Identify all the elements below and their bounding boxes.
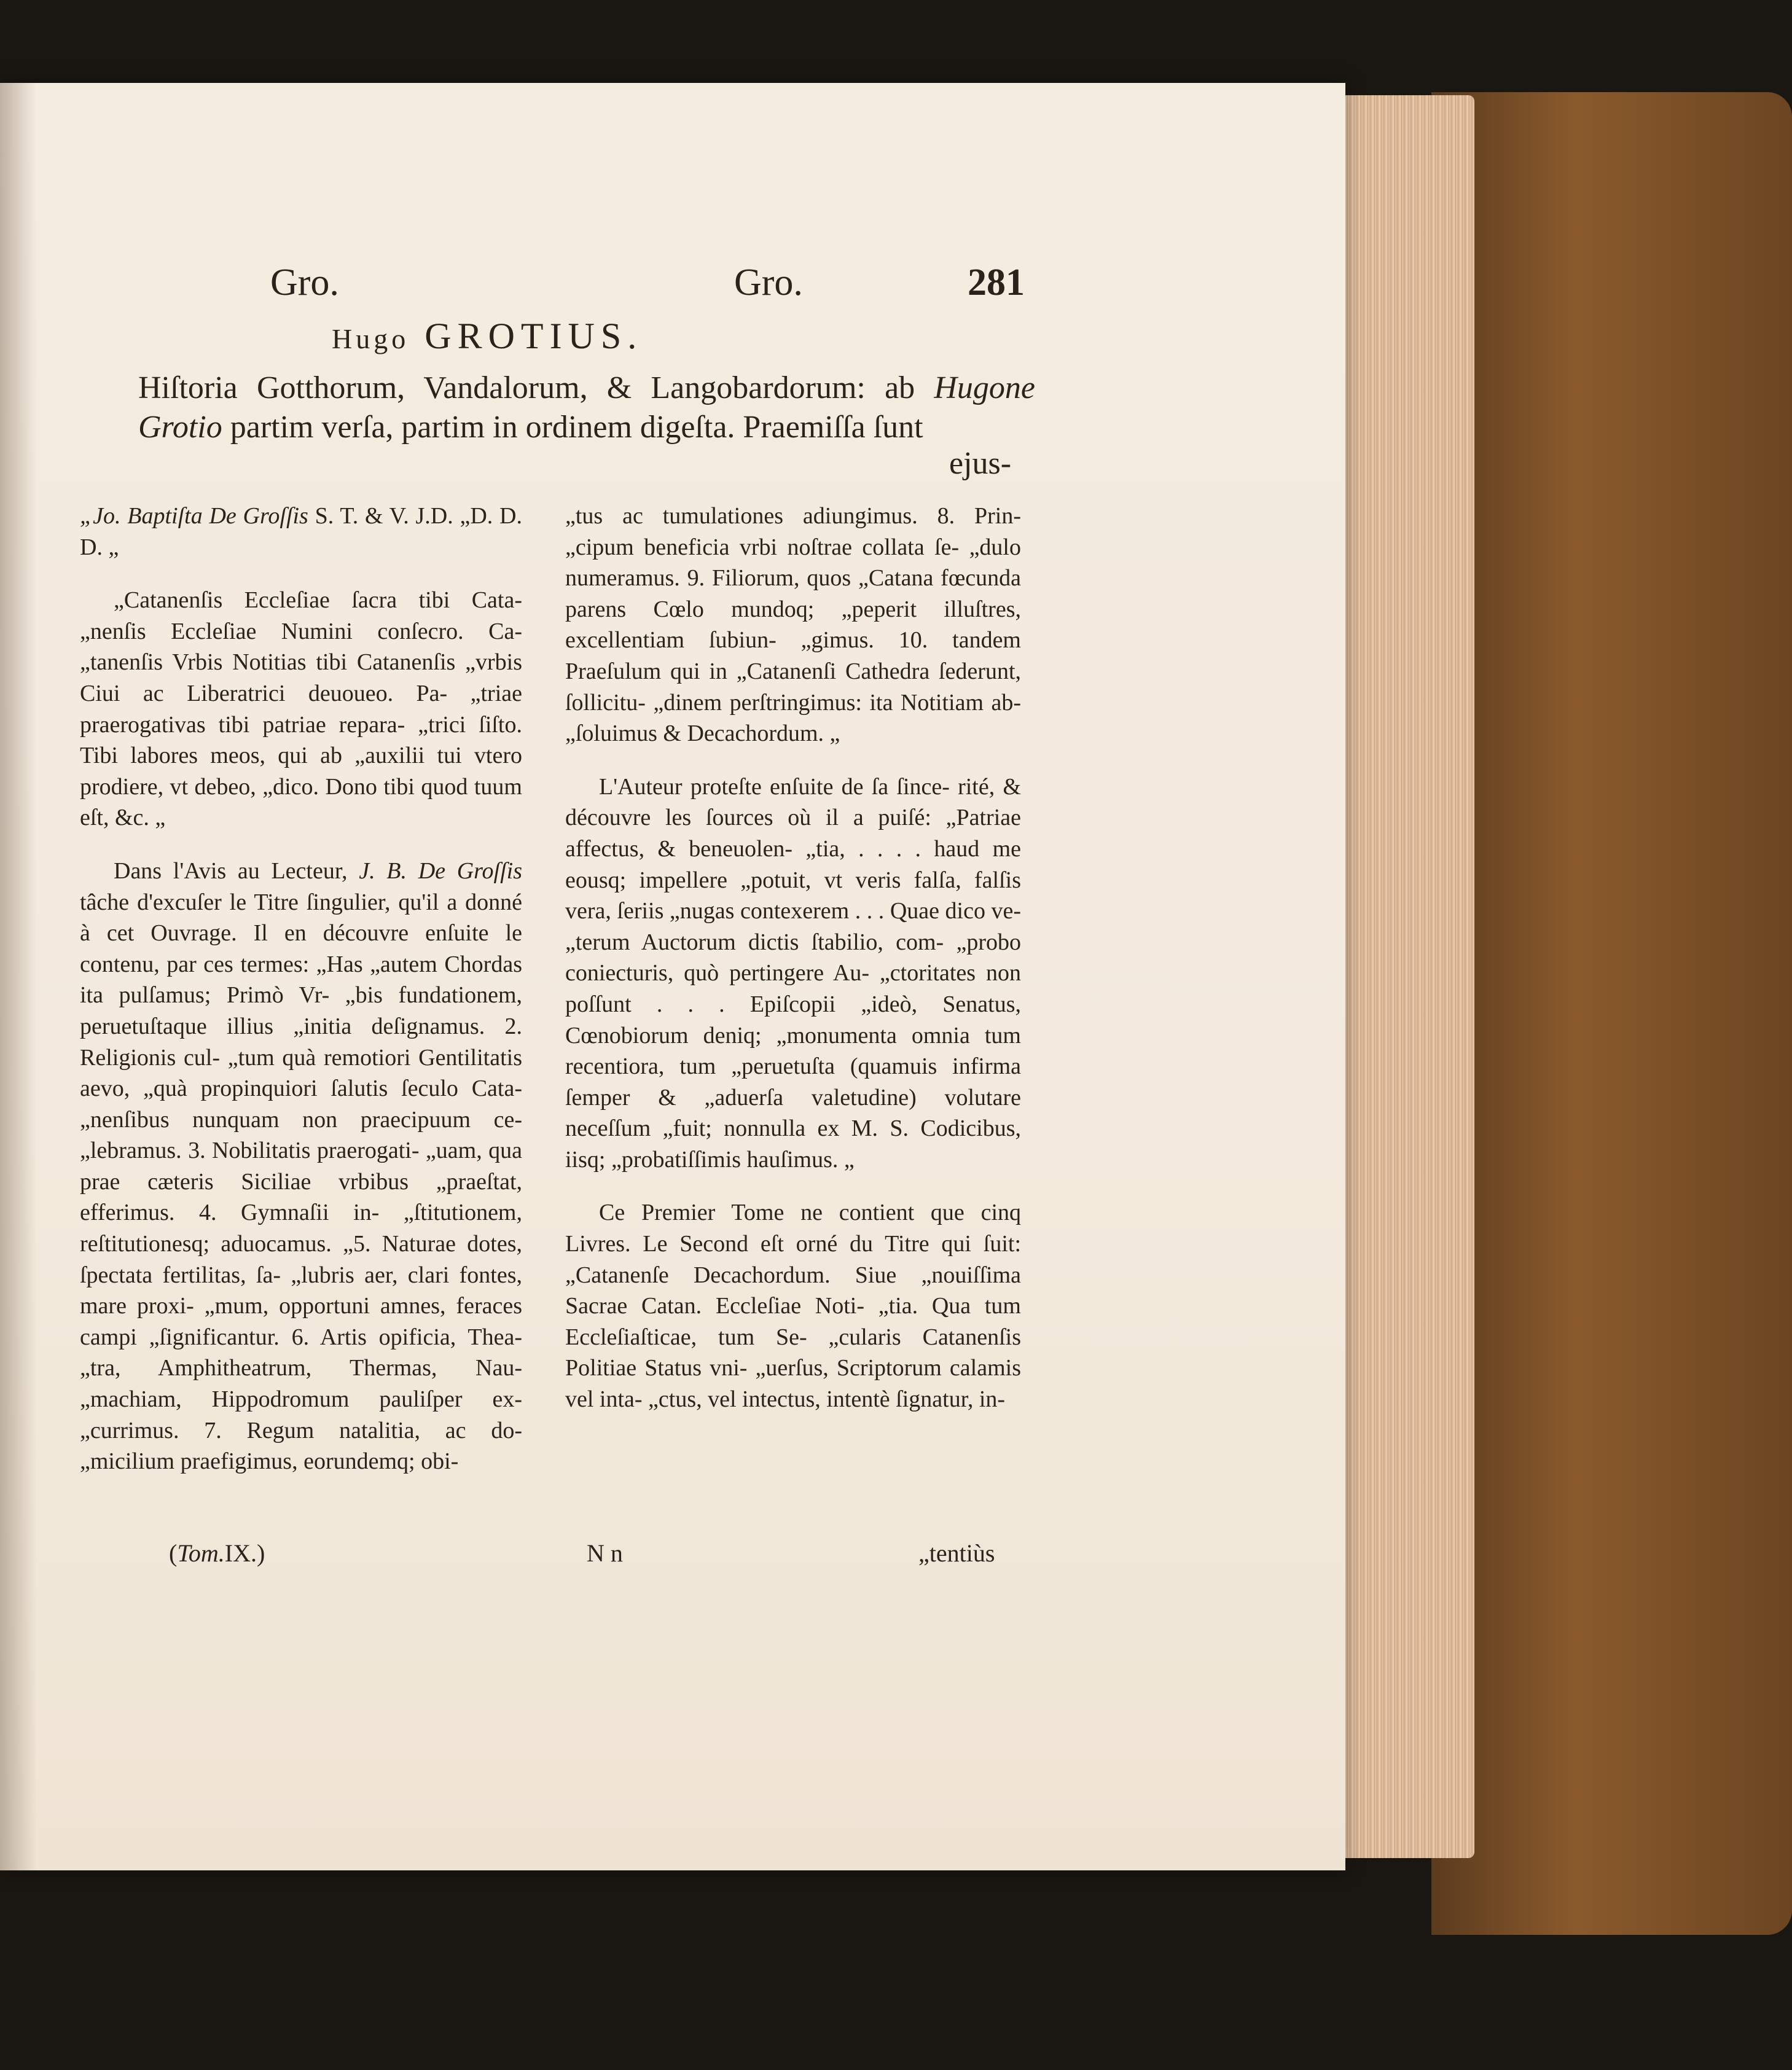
volume-mark-tom: Tom. bbox=[177, 1539, 225, 1567]
volume-mark-open: ( bbox=[169, 1539, 178, 1567]
running-header bbox=[0, 261, 1044, 316]
catchword-bottom: „tentiùs bbox=[918, 1539, 995, 1567]
work-title-part1: Hiſtoria Gotthorum, Vandalorum, & Langobardorum: ab bbox=[138, 370, 915, 405]
left-p3-author: J. B. De Groſſis bbox=[359, 857, 523, 884]
right-column bbox=[565, 501, 1021, 1437]
right-paragraph-1: „tus ac tumulationes adiungimus. 8. Prin- „cipum beneficia vrbi noſtrae collata ſe- „dulo numeramus. 9. Filiorum, quos „Catana fœcunda parens Cœlo mundoq; „peperit illuſtres, excellentiam ſubiun- „gimus. 10. tandem Praeſulum qui in „Catanenſi Cathedra ſederunt, ſollicitu- „dinem perſtringimus: ita Notitiam ab- „ſoluimus & Decachordum. „ bbox=[565, 503, 1021, 747]
work-title bbox=[138, 369, 1035, 447]
left-paragraph-1 bbox=[80, 501, 522, 563]
header-left: Gro. bbox=[270, 262, 339, 303]
signature-mark: N n bbox=[587, 1539, 623, 1567]
right-paragraph-2: L'Auteur proteſte enſuite de ſa ſince- rité, & découvre les ſources où il a puiſé: „Patriae affectus, & beneuolen- „tia, . . . . haud me eousq; impellere „potuit, vt veris falſa, falſis vera, ſeriis „nugas contexerem . . . Quae dico ve- „terum Auctorum dictis ſtabilio, com- „probo coniecturis, quò pertingere Au- „ctoritates non poſſunt . . . Epiſcopii „ideò, Senatus, Cœnobiorum deniq; „monumenta omnia tum recentiora, tum „peruetuſta (quamuis infirma ſemper & „aduerſa valetudine) volutare neceſſum „fuit; nonnulla ex M. S. Codicibus, iisq; „probatiſſimis hauſimus. „ bbox=[565, 773, 1021, 1173]
left-column bbox=[80, 501, 522, 1499]
left-paragraph-2: „Catanenſis Eccleſiae ſacra tibi Cata- „nenſis Eccleſiae Numini conſecro. Ca- „tanenſis Vrbis Notitias tibi Catanenſis „vrbis Ciui ac Liberatrici deuoueo. Pa- „triae praerogativas tibi patriae repara- „trici ſiſto. Tibi labores meos, qui ab „auxilii tui vtero prodiere, vt debeo, „dico. Dono tibi quod tuum eſt, &c. „ bbox=[80, 587, 522, 831]
dedicator-rest: S. T. & V. J.D. „D. D. D. „ bbox=[80, 503, 522, 560]
dedicator-name: „Jo. Baptiſta De Groſſis bbox=[80, 503, 308, 529]
volume-mark-number: IX.) bbox=[224, 1539, 265, 1567]
left-p3-rest: tâche d'excuſer le Titre ſingulier, qu'il a donné à cet Ouvrage. Il en découvre enſuite le contenu, par ces termes: „Has „autem Chordas ita pulſamus; Primò Vr- „bis fundationem, peruetuſtaque illius „initia deſignamus. 2. Religionis cul- „tum quà remotiori Gentilitatis aevo, „quà propinquiori ſalutis ſeculo Cata- „nenſibus nunquam non praecipuum ce- „lebramus. 3. Nobilitatis praerogati- „uam, qua prae cæteris Siciliae vrbibus „praeſtat, efferimus. 4. Gymnaſii in- „ſtitutionem, reſtitutionesq; aduocamus. „5. Naturae dotes, ſpectata fertilitas, ſa- „lubris aer, clari fontes, mare proxi- „mum, opportuni amnes, feraces campi „ſignificantur. 6. Artis opificia, Thea- „tra, Amphitheatrum, Thermas, Nau- „machiam, Hippodromum pauliſper ex- „currimus. 7. Regum natalitia, ac do- „micilium praefigimus, eorundemq; obi- bbox=[80, 889, 522, 1475]
spine-shadow bbox=[0, 83, 37, 1870]
entry-title bbox=[332, 315, 643, 357]
left-paragraph-3 bbox=[80, 856, 522, 1477]
left-p3-start: Dans l'Avis au Lecteur, bbox=[114, 857, 348, 884]
page-number: 281 bbox=[968, 262, 1025, 303]
book-cover bbox=[1431, 92, 1792, 1935]
right-paragraph-3: Ce Premier Tome ne contient que cinq Livres. Le Second eſt orné du Titre qui ſuit: „Catanenſe Decachordum. Siue „nouiſſima Sacrae Catan. Eccleſiae Noti- „tia. Qua tum Eccleſiaſticae, tum Se- „cularis Catanenſis Politiae Status vni- „uerſus, Scriptorum calamis vel inta- „ctus, vel intectus, intentè ſignatur, in- bbox=[565, 1200, 1021, 1413]
catchword-top: ejus- bbox=[949, 446, 1012, 481]
work-title-part2: partim verſa, partim in ordinem digeſta. Praemiſſa ſunt bbox=[230, 410, 923, 445]
title-main: GROTIUS. bbox=[425, 316, 643, 356]
title-smallcaps: Hugo bbox=[332, 323, 410, 354]
work-title-author: Hugone Grotio bbox=[138, 370, 1035, 445]
header-center: Gro. bbox=[734, 262, 803, 303]
volume-mark bbox=[169, 1539, 265, 1568]
